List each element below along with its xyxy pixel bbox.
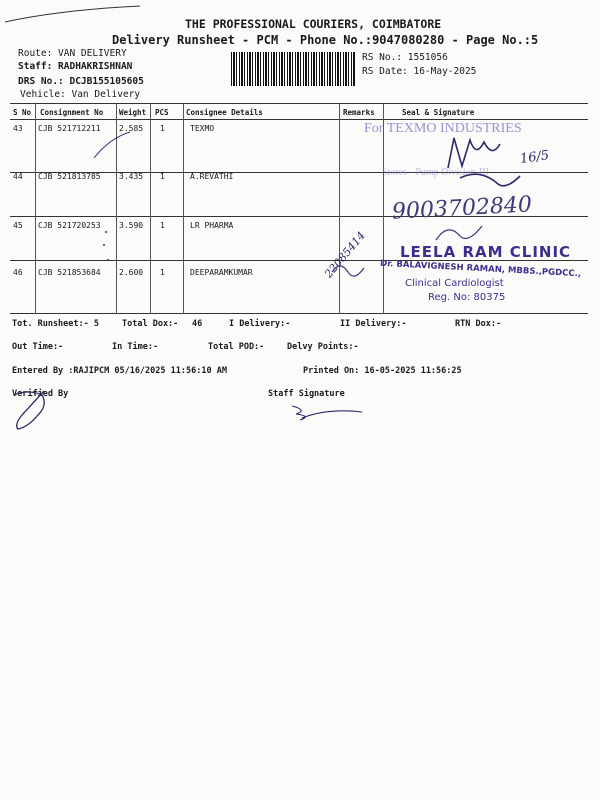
staff-label: Staff: RADHAKRISHNAN — [18, 61, 133, 72]
clinic-stamp-title: Clinical Cardiologist — [405, 278, 504, 289]
handwritten-signature — [440, 128, 530, 198]
row-consignment: CJB 521720253 — [38, 221, 101, 230]
col-divider — [183, 104, 184, 314]
rtn-dox-label: RTN Dox:- — [455, 319, 502, 329]
rs-no-label: RS No.: 1551056 — [362, 52, 448, 63]
row-weight: 3.590 — [119, 221, 144, 230]
row-consignment: CJB 521853684 — [38, 268, 101, 277]
pen-stroke-mark — [0, 0, 150, 30]
verified-signature — [8, 385, 68, 435]
col-header-seal: Seal & Signature — [402, 108, 475, 117]
row-consignee: TEXMO — [190, 124, 215, 133]
staff-signature — [288, 396, 368, 426]
pen-dots-mark — [100, 228, 120, 268]
texmo-stamp-division: Stores - Pump Division-III — [382, 167, 489, 178]
total-dox-label: Total Dox:- — [122, 319, 179, 329]
handwritten-date: 16/5 — [519, 148, 551, 167]
delvy-points-label: Delvy Points:- — [287, 342, 359, 352]
col-header-pcs: PCS — [155, 108, 169, 117]
col-header-weight: Weight — [119, 108, 147, 117]
clinic-stamp-doctor: Dr. BALAVIGNESH RAMAN, MBBS.,PGDCC., — [379, 258, 582, 280]
printed-on: Printed On: 16-05-2025 11:56:25 — [303, 366, 462, 376]
runsheet-subtitle: Delivery Runsheet - PCM - Phone No.:9047080280 - Page No.:5 — [112, 33, 539, 47]
in-time-label: In Time:- — [112, 342, 159, 352]
pen-tick-mark — [90, 128, 150, 168]
row-sno: 45 — [13, 221, 23, 230]
col-header-consignee: Consignee Details — [186, 108, 263, 117]
row-sno: 46 — [13, 268, 23, 277]
col-divider — [35, 104, 36, 314]
row-consignment: CJB 521712211 — [38, 124, 101, 133]
col-divider — [150, 104, 151, 314]
row-pcs: 1 — [160, 124, 165, 133]
company-title: THE PROFESSIONAL COURIERS, COIMBATORE — [185, 17, 442, 31]
drs-label: DRS No.: DCJB155105605 — [18, 76, 144, 87]
total-dox-value: 46 — [192, 319, 203, 329]
row-divider — [10, 313, 588, 314]
row-consignee: DEEPARAMKUMAR — [190, 268, 253, 277]
col-header-sno: S No — [13, 108, 32, 117]
total-runsheet: Tot. Runsheet:- 5 — [12, 319, 99, 329]
verified-by-label: Verified By — [12, 389, 69, 399]
row-weight: 2.585 — [119, 124, 144, 133]
row-sno: 43 — [13, 124, 23, 133]
row-weight: 3.435 — [119, 172, 144, 181]
rs-date-label: RS Date: 16-May-2025 — [362, 66, 477, 77]
ii-delivery-label: II Delivery:- — [340, 319, 407, 329]
barcode — [231, 52, 355, 86]
entered-by: Entered By :RAJIPCM 05/16/2025 11:56:10 AM — [12, 366, 227, 376]
handwritten-scribble — [326, 258, 376, 308]
texmo-stamp: For TEXMO INDUSTRIES — [364, 121, 522, 136]
clinic-stamp-reg: Reg. No: 80375 — [428, 292, 506, 303]
header-row-divider — [10, 119, 588, 120]
col-header-remarks: Remarks — [343, 108, 375, 117]
col-header-consignment: Consignment No — [40, 108, 104, 117]
handwritten-phone: 9003702840 — [391, 192, 533, 225]
clinic-stamp-name: LEELA RAM CLINIC — [400, 243, 572, 261]
row-sno: 44 — [13, 172, 23, 181]
vehicle-label: Vehicle: Van Delivery — [20, 89, 141, 100]
row-pcs: 1 — [160, 268, 165, 277]
row-pcs: 1 — [160, 221, 165, 230]
row-consignment: CJB 521813785 — [38, 172, 101, 181]
row-consignee: A.REVATHI — [190, 172, 234, 181]
row-pcs: 1 — [160, 172, 165, 181]
i-delivery-label: I Delivery:- — [229, 319, 291, 329]
handwritten-code: 22085414 — [322, 229, 368, 281]
route-label: Route: VAN DELIVERY — [18, 48, 127, 59]
row-consignee: LR PHARMA — [190, 221, 234, 230]
row-weight: 2.600 — [119, 268, 144, 277]
out-time-label: Out Time:- — [12, 342, 64, 352]
total-pod-label: Total POD:- — [208, 342, 265, 352]
staff-signature-label: Staff Signature — [268, 389, 345, 399]
